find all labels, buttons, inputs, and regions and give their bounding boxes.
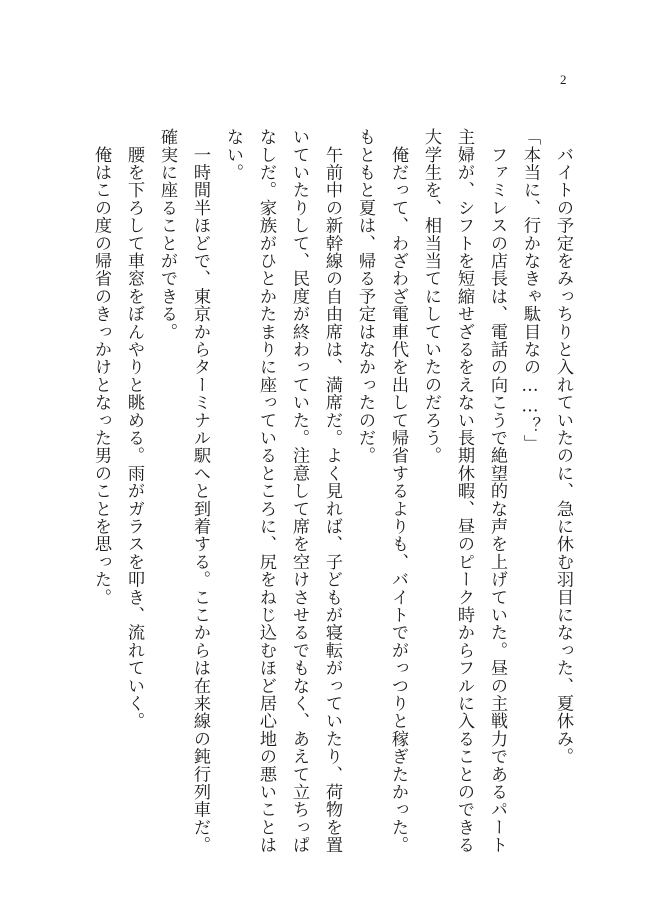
paragraph: 俺はこの度の帰省のきっかけとなった男のことを思った。 [91, 128, 111, 606]
paragraph: 午前中の新幹線の自由席は、満席だ。よく見れば、子どもが寝転がっていたり、荷物を置いていたりして、民度が終わっていた。注意して席を空けさせるでもなく、あえて立ちっぱなしだ。家族がひとかたまりに座っているところに、尻をねじ込むほど居心地の悪いことはない。 [223, 128, 342, 854]
page-number: 2 [560, 72, 567, 87]
paragraph: ファミレスの店長は、電話の向こうで絶望的な声を上げていた。昼の主戦力であるパート主婦が、シフトを短縮せざるをえない長期休暇、昼のピーク時からフルに入ることのできる大学生を、相当当てにしていたのだろう。 [421, 128, 507, 854]
paragraph: 「本当に、行かなきゃ駄目なの……？」 [520, 128, 540, 453]
paragraph: 俺だって、わざわざ電車代を出して帰省するよりも、バイトでがっつりと稼ぎたかった。もともと夏は、帰る予定はなかったのだ。 [355, 128, 408, 854]
paragraph: 腰を下ろして車窓をぼんやりと眺める。雨がガラスを叩き、流れていく。 [124, 128, 144, 730]
novel-text [84, 128, 579, 858]
paragraph: 一時間半ほどで、東京からターミナル駅へと到着する。ここからは在来線の鈍行列車だ。確実に座ることができる。 [157, 128, 210, 854]
paragraph: バイトの予定をみっちりと入れていたのに、急に休む羽目になった、夏休み。 [553, 128, 573, 766]
